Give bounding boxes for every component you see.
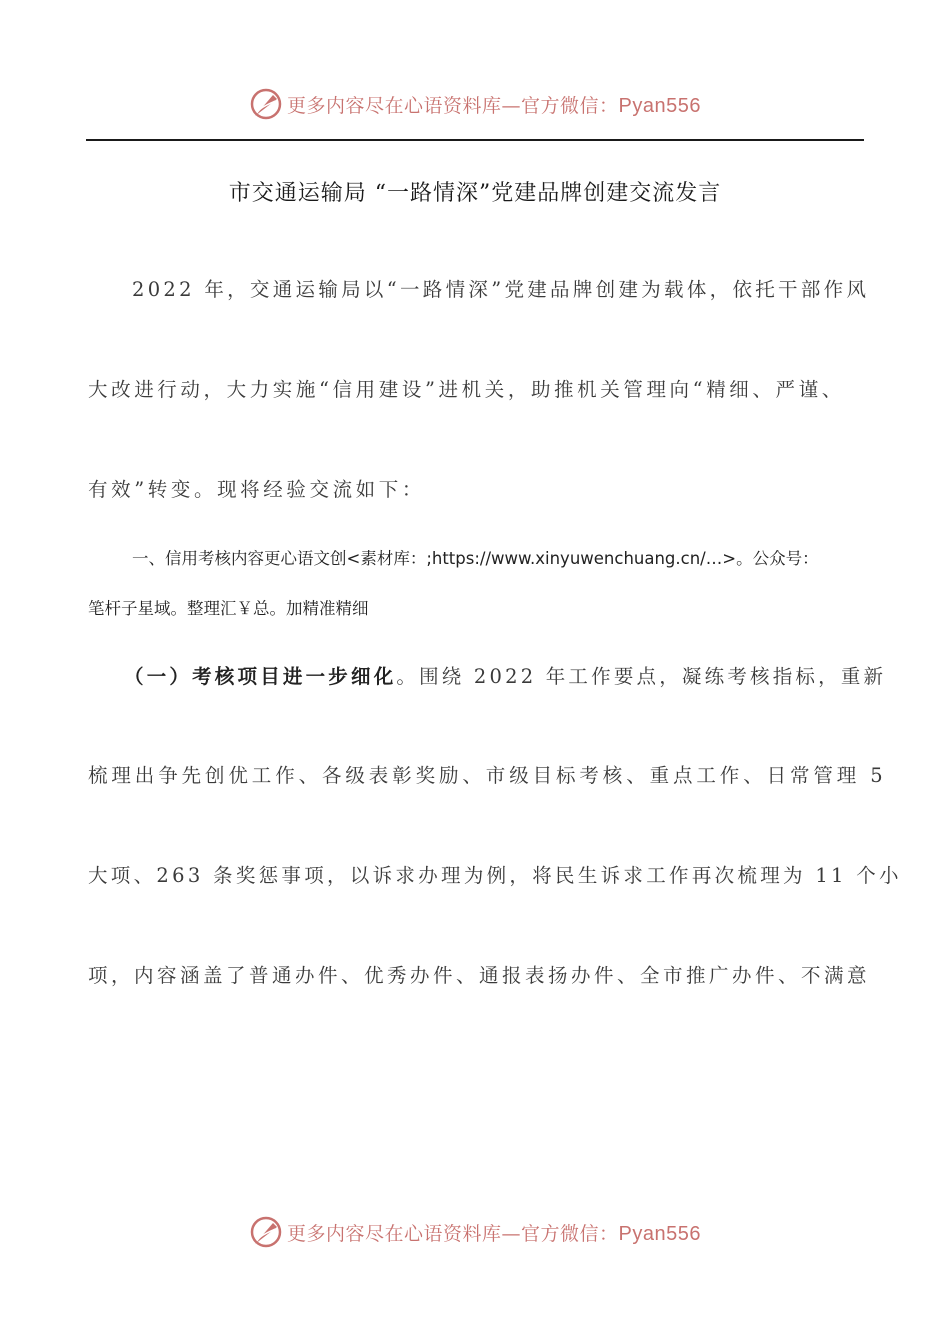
paragraph-2-line-2: 大项、263 条奖惩事项，以诉求办理为例，将民生诉求工作再次梳理为 11 个小 bbox=[88, 864, 902, 887]
paragraph-1-line-2: 大改进行动，大力实施“信用建设”进机关，助推机关管理向“精细、严谨、 bbox=[88, 378, 845, 401]
banner-text-cn: 更多内容尽在心语资料库—官方微信： bbox=[287, 1222, 619, 1245]
banner-text-cn: 更多内容尽在心语资料库—官方微信： bbox=[287, 94, 619, 117]
paragraph-1-line-3: 有效”转变。现将经验交流如下： bbox=[88, 478, 425, 501]
subsection-1-line bbox=[124, 661, 886, 689]
quill-logo-icon bbox=[249, 1215, 283, 1249]
paragraph-2-line-3: 项，内容涵盖了普通办件、优秀办件、通报表扬办件、全市推广办件、不满意 bbox=[88, 964, 871, 987]
footer-banner bbox=[0, 1212, 950, 1252]
section-1-line-1: 一、信用考核内容更心语文创<素材库：;https://www.xinyuwenchuang.cn/…>。公众号： bbox=[132, 549, 819, 568]
header-rule bbox=[86, 139, 864, 141]
header-banner bbox=[0, 84, 950, 124]
banner-text bbox=[287, 1219, 701, 1246]
banner-wechat-id: Pyan556 bbox=[618, 1222, 701, 1245]
banner-text bbox=[287, 91, 701, 118]
paragraph-2-line-1: 梳理出争先创优工作、各级表彰奖励、市级目标考核、重点工作、日常管理 5 bbox=[88, 764, 887, 787]
paragraph-1-line-1: 2022 年，交通运输局以“一路情深”党建品牌创建为载体，依托干部作风 bbox=[132, 278, 870, 301]
section-1-line-2: 笔杆子星域。整理汇￥总。加精准精细 bbox=[88, 599, 369, 618]
banner-wechat-id: Pyan556 bbox=[618, 94, 701, 117]
document-title: 市交通运输局 “一路情深”党建品牌创建交流发言 bbox=[228, 181, 722, 206]
subsection-1-lead: 。围绕 2022 年工作要点，凝练考核指标，重新 bbox=[396, 665, 887, 688]
subsection-1-heading: （一）考核项目进一步细化 bbox=[124, 665, 397, 688]
quill-logo-icon bbox=[249, 87, 283, 121]
